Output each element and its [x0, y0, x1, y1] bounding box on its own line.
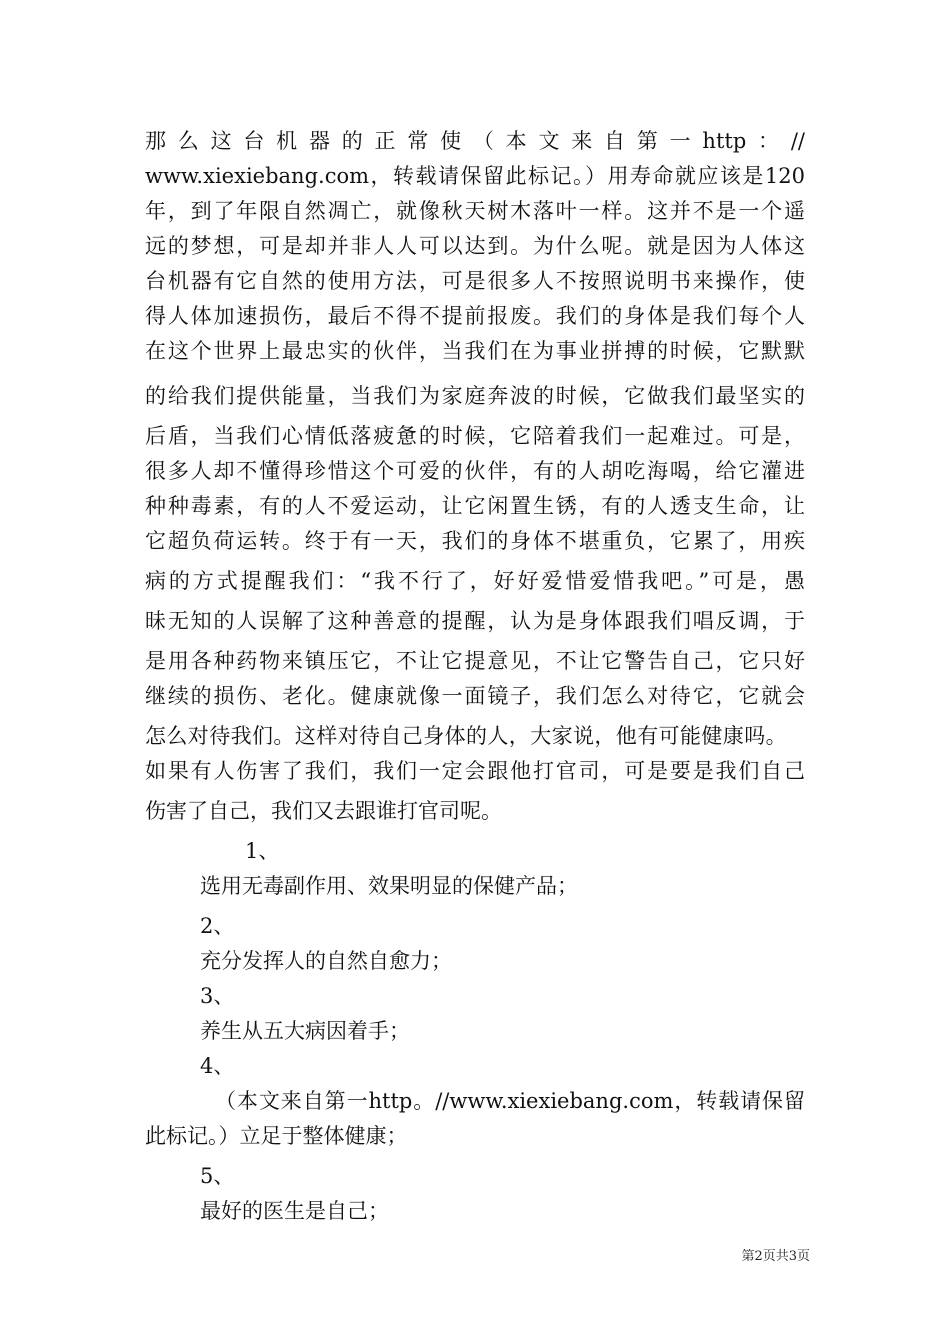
paragraph-line: 在这个世界上最忠实的伙伴，当我们在为事业拼搏的时候，它默默 [145, 339, 805, 363]
paragraph-line: 病的方式提醒我们：“我不行了，好好爱惜爱惜我吧。”可是，愚 [145, 569, 805, 593]
list-item-text: 最好的医生是自己； [200, 1199, 389, 1223]
list-number: 5、 [200, 1164, 235, 1188]
paragraph-line: 那么这台机器的正常使（本文来自第一http：// [145, 129, 805, 153]
list-item-text: 此标记。）立足于整体健康； [145, 1124, 408, 1148]
list-item-text: 养生从五大病因着手； [200, 1019, 410, 1043]
paragraph-line: 昧无知的人误解了这种善意的提醒，认为是身体跟我们唱反调，于 [145, 609, 805, 633]
paragraph-line: 后盾，当我们心情低落疲惫的时候，它陪着我们一起难过。可是， [145, 424, 805, 448]
paragraph-line: 远的梦想，可是却并非人人可以达到。为什么呢。就是因为人体这 [145, 234, 805, 258]
paragraph-line: 是用各种药物来镇压它，不让它提意见，不让它警告自己，它只好 [145, 649, 805, 673]
list-item-text: 充分发挥人的自然自愈力； [200, 949, 452, 973]
paragraph-line: 年，到了年限自然凋亡，就像秋天树木落叶一样。这并不是一个遥 [145, 199, 805, 223]
paragraph-line: 怎么对待我们。这样对待自己身体的人，大家说，他有可能健康吗。 [145, 724, 787, 748]
paragraph-line: 种种毒素，有的人不爱运动，让它闲置生锈，有的人透支生命，让 [145, 494, 805, 518]
paragraph-line: 它超负荷运转。终于有一天，我们的身体不堪重负，它累了，用疾 [145, 529, 805, 553]
paragraph-line: 台机器有它自然的使用方法，可是很多人不按照说明书来操作，使 [145, 269, 805, 293]
list-number: 2、 [200, 914, 235, 938]
paragraph-line: www.xiexiebang.com，转载请保留此标记。）用寿命就应该是120 [145, 164, 805, 188]
list-number: 1、 [245, 839, 280, 863]
list-item-text: （本文来自第一http。//www.xiexiebang.com，转载请保留 [215, 1089, 805, 1113]
paragraph-line: 继续的损伤、老化。健康就像一面镜子，我们怎么对待它，它就会 [145, 684, 805, 708]
list-item-text: 选用无毒副作用、效果明显的保健产品； [200, 874, 578, 898]
paragraph-line: 伤害了自己，我们又去跟谁打官司呢。 [145, 799, 502, 823]
paragraph-line: 如果有人伤害了我们，我们一定会跟他打官司，可是要是我们自己 [145, 759, 805, 783]
paragraph-line: 很多人却不懂得珍惜这个可爱的伙伴，有的人胡吃海喝，给它灌进 [145, 459, 805, 483]
list-number: 3、 [200, 984, 235, 1008]
paragraph-line: 的给我们提供能量，当我们为家庭奔波的时候，它做我们最坚实的 [145, 384, 805, 408]
paragraph-line: 得人体加速损伤，最后不得不提前报废。我们的身体是我们每个人 [145, 304, 805, 328]
list-number: 4、 [200, 1054, 235, 1078]
page-number-footer: 第2页共3页 [741, 1249, 810, 1264]
